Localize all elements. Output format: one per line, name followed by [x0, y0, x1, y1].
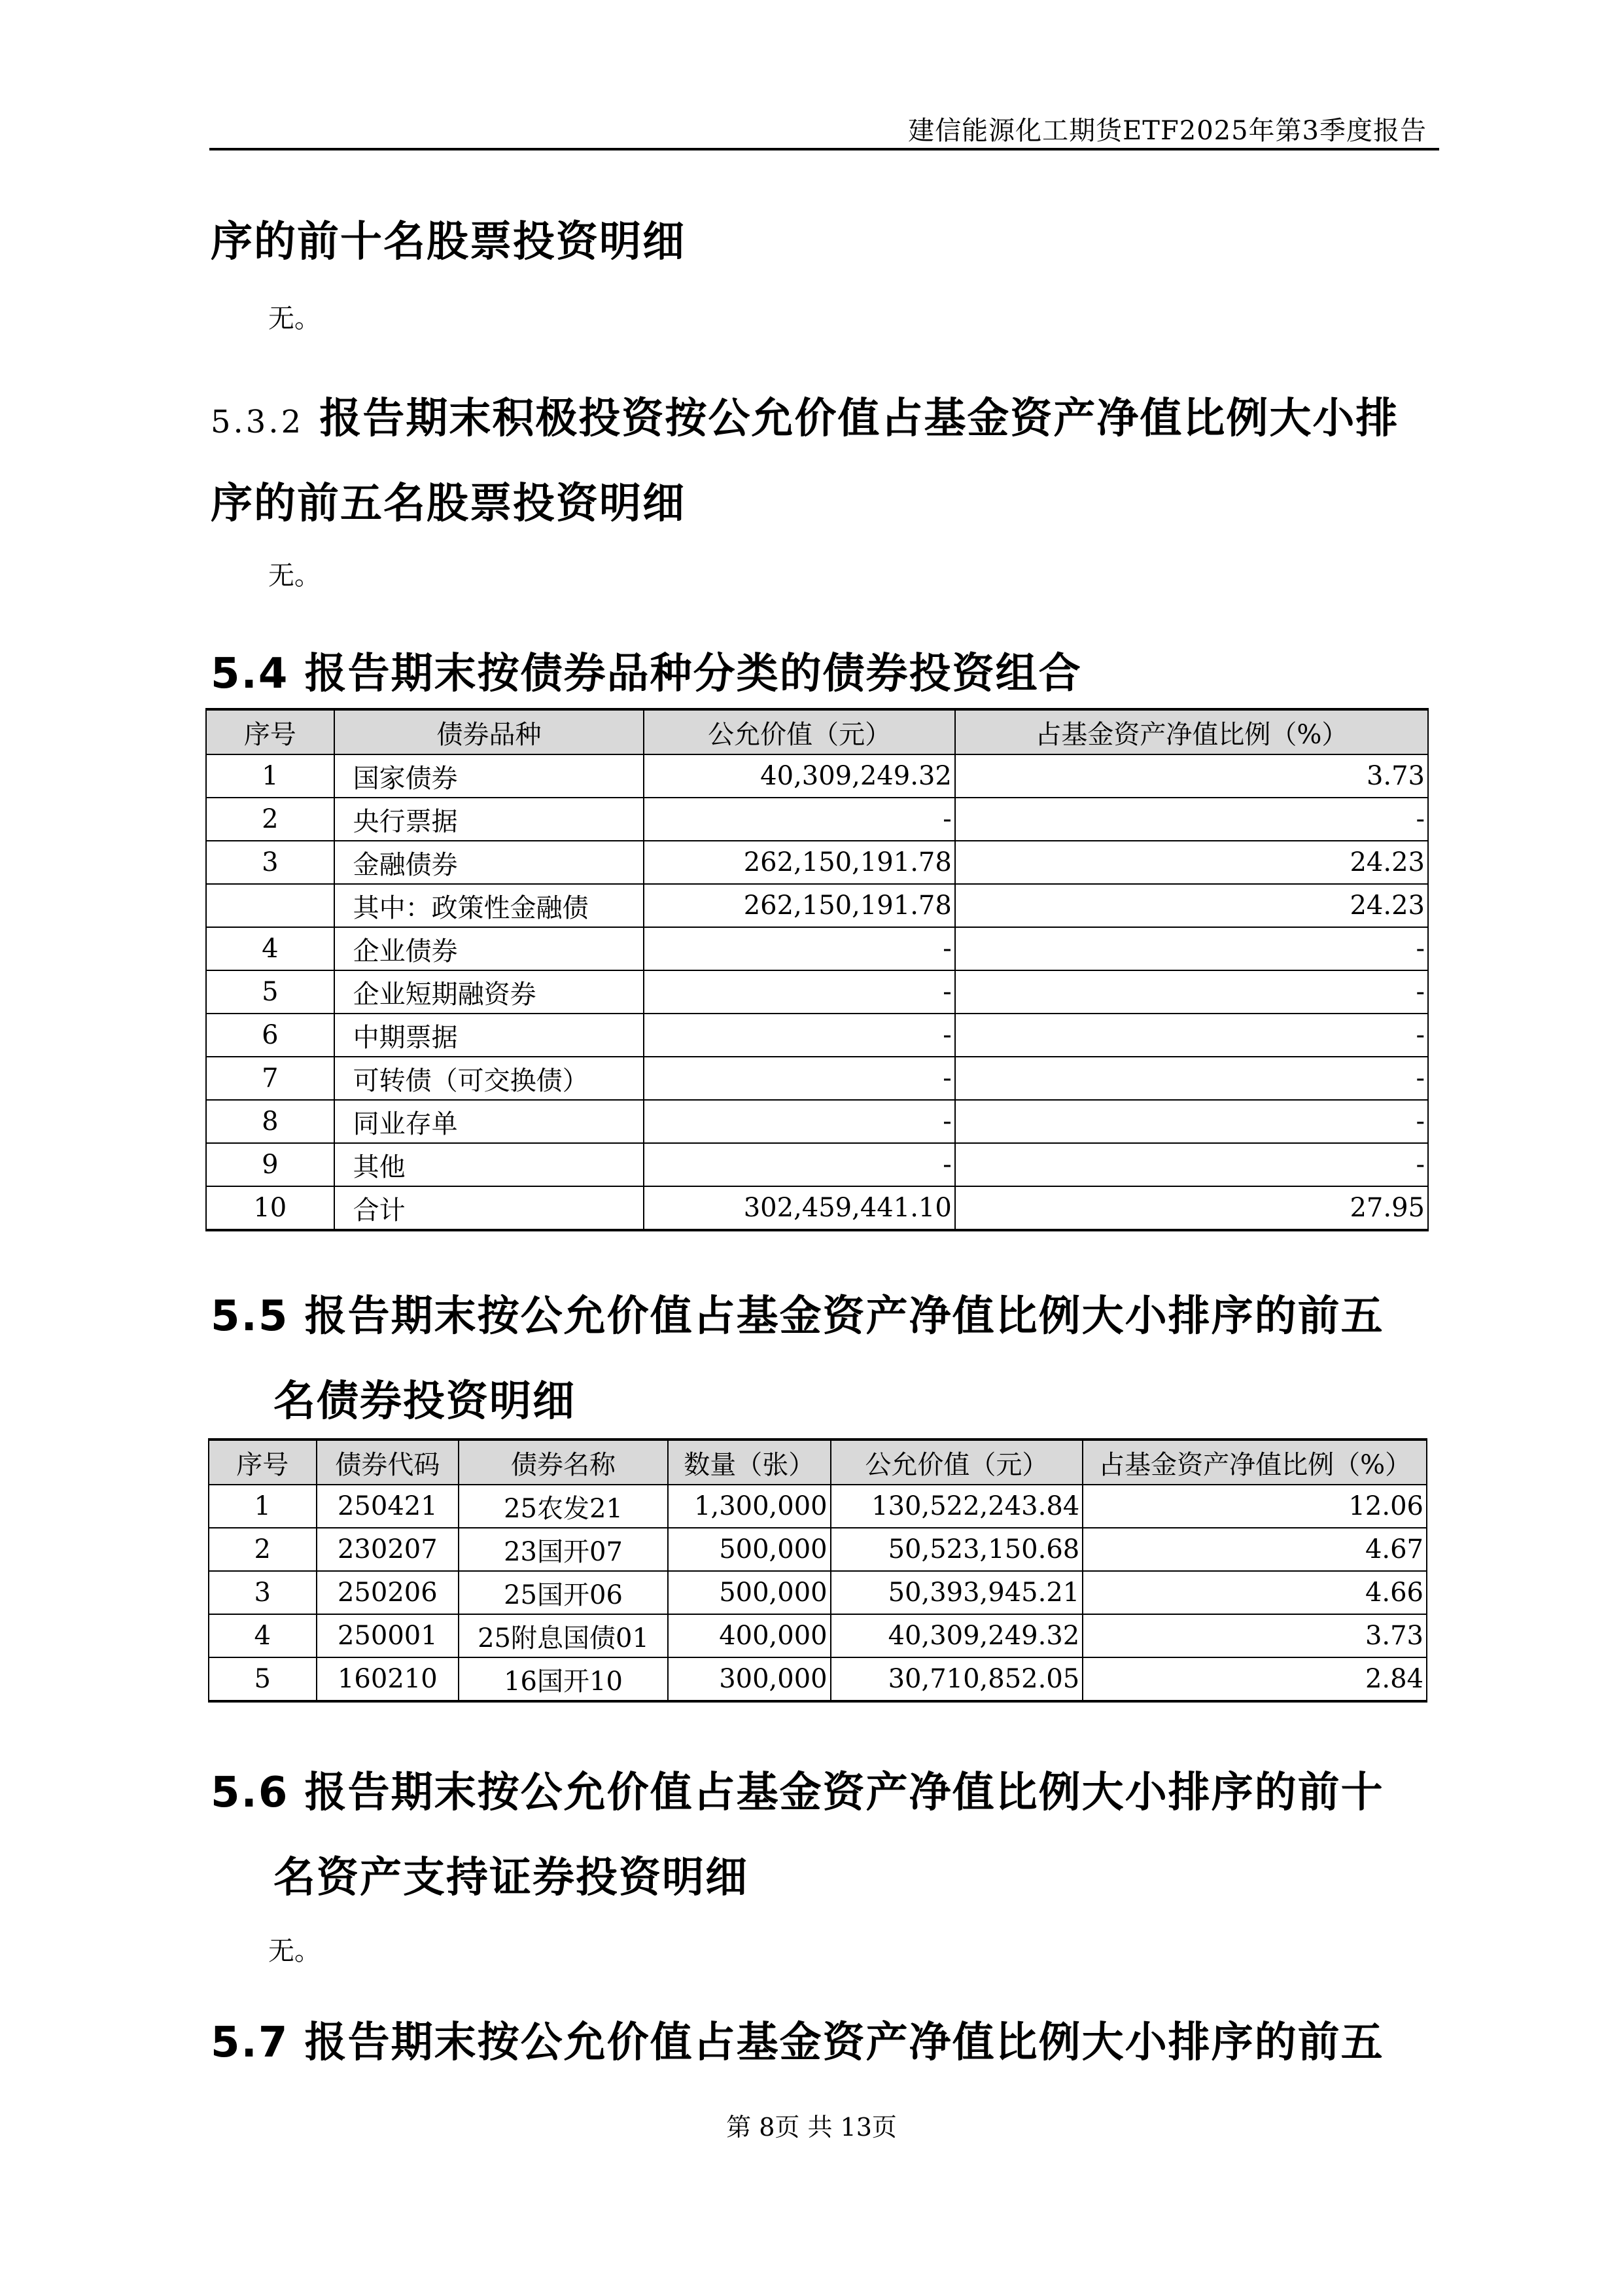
table-cell: -	[955, 1143, 1428, 1186]
table-cell: 300,000	[668, 1657, 831, 1701]
table-cell: 12.06	[1083, 1485, 1427, 1528]
section-5-3-2-heading-line2: 序的前五名股票投资明细	[211, 480, 686, 528]
column-header: 占基金资产净值比例（%）	[1083, 1439, 1427, 1485]
header-rule	[209, 148, 1439, 150]
table-row	[209, 1485, 1427, 1528]
table-cell: 40,309,249.32	[644, 754, 954, 798]
table-cell: 2	[206, 798, 334, 841]
table-cell: 金融债券	[334, 841, 644, 884]
table-cell: 央行票据	[334, 798, 644, 841]
table-cell: 同业存单	[334, 1100, 644, 1143]
table-cell: 23国开07	[459, 1528, 668, 1571]
table-row	[206, 1014, 1428, 1057]
table-cell: 6	[206, 1014, 334, 1057]
column-header: 债券品种	[334, 709, 644, 754]
section-5-6-heading-line1: 5.6 报告期末按公允价值占基金资产净值比例大小排序的前十	[211, 1769, 1384, 1817]
table-cell: 其他	[334, 1143, 644, 1186]
table-row	[206, 1186, 1428, 1230]
table-cell: 5	[209, 1657, 317, 1701]
top5-bond-table	[208, 1438, 1427, 1703]
column-header: 序号	[209, 1439, 317, 1485]
table-row	[206, 1143, 1428, 1186]
table-cell: 4.66	[1083, 1571, 1427, 1614]
table-row	[206, 884, 1428, 927]
table-cell: 25国开06	[459, 1571, 668, 1614]
table-cell: 8	[206, 1100, 334, 1143]
table-cell: 2	[209, 1528, 317, 1571]
table-row	[209, 1614, 1427, 1657]
table-row	[206, 841, 1428, 884]
table-cell: 10	[206, 1186, 334, 1230]
section-5-3-1-heading-cont: 序的前十名股票投资明细	[211, 218, 686, 266]
table-row	[206, 1057, 1428, 1100]
table-cell: 160210	[317, 1657, 459, 1701]
table-cell: 4	[209, 1614, 317, 1657]
section-5-3-2-body: 无。	[268, 561, 321, 591]
table-cell: -	[955, 1014, 1428, 1057]
section-5-4-heading: 5.4 报告期末按债券品种分类的债券投资组合	[211, 650, 1082, 698]
table-cell: 企业债券	[334, 927, 644, 970]
table-cell: -	[955, 927, 1428, 970]
table-cell: -	[644, 927, 954, 970]
column-header: 序号	[206, 709, 334, 754]
table-cell: 4	[206, 927, 334, 970]
table-row	[206, 1100, 1428, 1143]
table-cell: 50,393,945.21	[831, 1571, 1083, 1614]
column-header: 占基金资产净值比例（%）	[955, 709, 1428, 754]
table-cell: 中期票据	[334, 1014, 644, 1057]
table-cell: -	[644, 1057, 954, 1100]
column-header: 公允价值（元）	[644, 709, 954, 754]
table-cell: -	[955, 1057, 1428, 1100]
section-5-5-heading-line1: 5.5 报告期末按公允价值占基金资产净值比例大小排序的前五	[211, 1292, 1384, 1341]
table-cell: 25农发21	[459, 1485, 668, 1528]
table-cell: 230207	[317, 1528, 459, 1571]
section-5-7-heading-line1: 5.7 报告期末按公允价值占基金资产净值比例大小排序的前五	[211, 2019, 1384, 2067]
table-cell: 24.23	[955, 884, 1428, 927]
table-cell: 250421	[317, 1485, 459, 1528]
table-row	[206, 798, 1428, 841]
section-5-3-1-body: 无。	[268, 304, 321, 334]
table-cell: 24.23	[955, 841, 1428, 884]
column-header: 债券名称	[459, 1439, 668, 1485]
table-cell: 27.95	[955, 1186, 1428, 1230]
table-cell: -	[955, 798, 1428, 841]
table-cell: 1	[206, 754, 334, 798]
column-header: 债券代码	[317, 1439, 459, 1485]
table-row	[206, 754, 1428, 798]
table-cell: 16国开10	[459, 1657, 668, 1701]
table-cell: 4.67	[1083, 1528, 1427, 1571]
table-cell: 500,000	[668, 1571, 831, 1614]
table-cell: 40,309,249.32	[831, 1614, 1083, 1657]
table-cell: -	[644, 1100, 954, 1143]
table-cell: 可转债（可交换债）	[334, 1057, 644, 1100]
table-cell: 国家债券	[334, 754, 644, 798]
table-cell: 302,459,441.10	[644, 1186, 954, 1230]
table-cell: 50,523,150.68	[831, 1528, 1083, 1571]
table-cell: 3	[206, 841, 334, 884]
table-cell: -	[644, 1014, 954, 1057]
table-cell: 262,150,191.78	[644, 841, 954, 884]
table-cell: 5	[206, 970, 334, 1014]
table-row	[209, 1571, 1427, 1614]
column-header: 数量（张）	[668, 1439, 831, 1485]
section-5-5-heading-line2: 名债券投资明细	[273, 1377, 576, 1426]
table-row	[209, 1657, 1427, 1701]
table-cell: 130,522,243.84	[831, 1485, 1083, 1528]
table-cell: 3	[209, 1571, 317, 1614]
table-cell: 3.73	[1083, 1614, 1427, 1657]
table-cell	[206, 884, 334, 927]
table-row	[206, 927, 1428, 970]
table-cell: -	[644, 798, 954, 841]
table-cell: 250001	[317, 1614, 459, 1657]
table-cell: -	[644, 1143, 954, 1186]
table-cell: 400,000	[668, 1614, 831, 1657]
table-header-row	[209, 1439, 1427, 1485]
table-cell: -	[955, 970, 1428, 1014]
section-5-6-heading-line2: 名资产支持证券投资明细	[273, 1854, 748, 1902]
table-cell: 1	[209, 1485, 317, 1528]
table-row	[209, 1528, 1427, 1571]
table-header-row	[206, 709, 1428, 754]
table-cell: -	[644, 970, 954, 1014]
table-cell: -	[955, 1100, 1428, 1143]
table-cell: 262,150,191.78	[644, 884, 954, 927]
table-cell: 7	[206, 1057, 334, 1100]
table-cell: 500,000	[668, 1528, 831, 1571]
table-row	[206, 970, 1428, 1014]
table-cell: 企业短期融资券	[334, 970, 644, 1014]
table-cell: 30,710,852.05	[831, 1657, 1083, 1701]
table-cell: 3.73	[955, 754, 1428, 798]
column-header: 公允价值（元）	[831, 1439, 1083, 1485]
section-5-3-2-heading-line1: 5.3.2 报告期末积极投资按公允价值占基金资产净值比例大小排	[211, 395, 1399, 443]
table-cell: 9	[206, 1143, 334, 1186]
table-cell: 1,300,000	[668, 1485, 831, 1528]
table-cell: 25附息国债01	[459, 1614, 668, 1657]
table-cell: 其中：政策性金融债	[334, 884, 644, 927]
bond-type-table	[205, 708, 1429, 1231]
table-cell: 2.84	[1083, 1657, 1427, 1701]
table-cell: 250206	[317, 1571, 459, 1614]
table-cell: 合计	[334, 1186, 644, 1230]
section-number: 5.3.2	[211, 404, 304, 440]
page-number-footer: 第 8页 共 13页	[726, 2113, 897, 2142]
section-5-6-body: 无。	[268, 1936, 321, 1966]
report-header-title: 建信能源化工期货ETF2025年第3季度报告	[908, 116, 1427, 146]
